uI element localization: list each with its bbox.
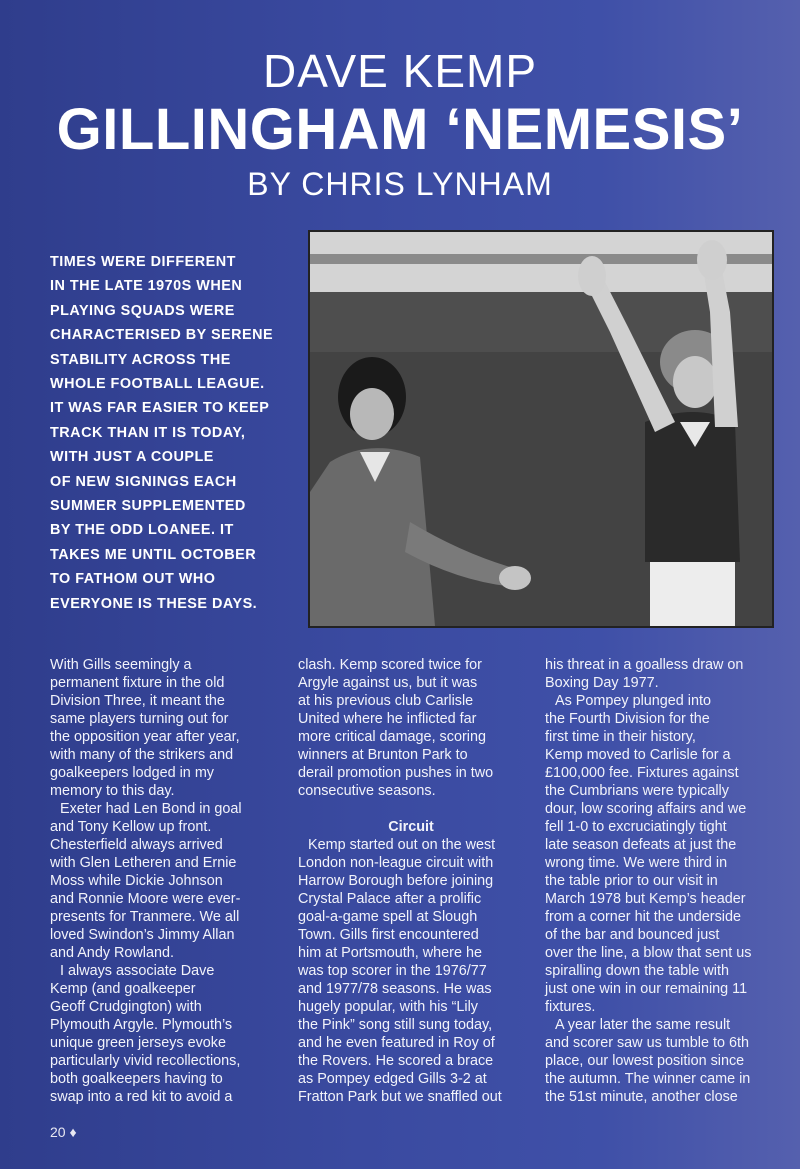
body-line: place, our lowest position since bbox=[545, 1053, 745, 1069]
body-line: with many of the strikers and bbox=[50, 747, 234, 763]
body-line: the table prior to our visit in bbox=[545, 873, 718, 889]
intro-line: IN THE LATE 1970S WHEN bbox=[50, 278, 243, 295]
intro-line: TO FATHOM OUT WHO bbox=[50, 571, 216, 588]
body-line: permanent fixture in the old bbox=[50, 675, 225, 691]
body-line: just one win in our remaining 11 bbox=[545, 981, 748, 997]
body-line: derail promotion pushes in two bbox=[298, 765, 494, 781]
body-line: unique green jerseys evoke bbox=[50, 1035, 226, 1051]
body-line: first time in their history, bbox=[545, 729, 696, 745]
article-column-2 bbox=[298, 656, 534, 1106]
intro-line: OF NEW SIGNINGS EACH bbox=[50, 473, 237, 490]
body-line: and scorer saw us tumble to 6th bbox=[545, 1035, 749, 1051]
body-line: and 1977/78 seasons. He was bbox=[298, 981, 492, 997]
body-line: him at Portsmouth, where he bbox=[298, 945, 482, 961]
body-line: more critical damage, scoring bbox=[298, 729, 486, 745]
body-line: the Cumbrians were typically bbox=[545, 783, 729, 799]
body-line: London non-league circuit with bbox=[298, 855, 494, 871]
body-line: the 51st minute, another close bbox=[545, 1089, 738, 1105]
intro-line: SUMMER SUPPLEMENTED bbox=[50, 498, 246, 515]
body-line: as Pompey edged Gills 3-2 at bbox=[298, 1071, 487, 1087]
body-line: winners at Brunton Park to bbox=[298, 747, 468, 763]
body-line: Boxing Day 1977. bbox=[545, 675, 659, 691]
body-line: Kemp started out on the west bbox=[308, 837, 496, 853]
body-line: of the bar and bounced just bbox=[545, 927, 720, 943]
body-line: Plymouth Argyle. Plymouth’s bbox=[50, 1017, 233, 1033]
body-line: Exeter had Len Bond in goal bbox=[60, 801, 242, 817]
body-line: and Ronnie Moore were ever- bbox=[50, 891, 241, 907]
body-line: and Andy Rowland. bbox=[50, 945, 175, 961]
body-line: fixtures. bbox=[545, 999, 596, 1015]
body-line: I always associate Dave bbox=[60, 963, 215, 979]
body-line: spiralling down the table with bbox=[545, 963, 729, 979]
body-line: United where he inflicted far bbox=[298, 711, 477, 727]
body-line: swap into a red kit to avoid a bbox=[50, 1089, 233, 1105]
body-line: Division Three, it meant the bbox=[50, 693, 225, 709]
intro-line: IT WAS FAR EASIER TO KEEP bbox=[50, 400, 270, 417]
body-line: over the line, a blow that sent us bbox=[545, 945, 752, 961]
body-line: With Gills seemingly a bbox=[50, 657, 192, 673]
body-line: Kemp (and goalkeeper bbox=[50, 981, 196, 997]
body-line: Geoff Crudgington) with bbox=[50, 999, 202, 1015]
body-line: dour, low scoring affairs and we bbox=[545, 801, 747, 817]
body-line: the Pink” song still sung today, bbox=[298, 1017, 493, 1033]
body-line: late season defeats at just the bbox=[545, 837, 737, 853]
body-line: the autumn. The winner came in bbox=[545, 1071, 751, 1087]
intro-line: WHOLE FOOTBALL LEAGUE. bbox=[50, 376, 265, 393]
intro-line: STABILITY ACROSS THE bbox=[50, 351, 231, 368]
body-line: goal-a-game spell at Slough bbox=[298, 909, 478, 925]
body-line: both goalkeepers having to bbox=[50, 1071, 223, 1087]
headline-name: DAVE KEMP bbox=[263, 45, 537, 97]
page-number: 20 ♦ bbox=[50, 1124, 77, 1140]
body-line: £100,000 fee. Fixtures against bbox=[545, 765, 739, 781]
intro-standfirst bbox=[50, 250, 290, 616]
body-line: consecutive seasons. bbox=[298, 783, 436, 799]
body-line: Town. Gills first encountered bbox=[298, 927, 479, 943]
body-line: loved Swindon’s Jimmy Allan bbox=[50, 927, 235, 943]
headline-main: GILLINGHAM ‘NEMESIS’ bbox=[56, 97, 744, 162]
body-line: fell 1-0 to excruciatingly tight bbox=[545, 819, 727, 835]
body-line: the Fourth Division for the bbox=[545, 711, 710, 727]
celebration-photo bbox=[308, 230, 774, 628]
body-line: and Tony Kellow up front. bbox=[50, 819, 212, 835]
subheading: Circuit bbox=[388, 819, 434, 835]
intro-line: WITH JUST A COUPLE bbox=[50, 449, 214, 466]
intro-line: BY THE ODD LOANEE. IT bbox=[50, 522, 234, 539]
intro-line: TAKES ME UNTIL OCTOBER bbox=[50, 546, 257, 563]
body-line: Fratton Park but we snaffled out bbox=[298, 1089, 502, 1105]
body-line: and he even featured in Roy of bbox=[298, 1035, 495, 1051]
article-column-3 bbox=[545, 656, 780, 1106]
body-line: was top scorer in the 1976/77 bbox=[298, 963, 487, 979]
body-line: As Pompey plunged into bbox=[555, 693, 711, 709]
photo-illustration bbox=[310, 232, 772, 626]
spacer bbox=[298, 800, 534, 818]
body-line: hugely popular, with his “Lily bbox=[298, 999, 478, 1015]
body-line: memory to this day. bbox=[50, 783, 175, 799]
intro-line: EVERYONE IS THESE DAYS. bbox=[50, 595, 258, 612]
intro-line: TIMES WERE DIFFERENT bbox=[50, 254, 236, 270]
body-line: goalkeepers lodged in my bbox=[50, 765, 214, 781]
byline: BY CHRIS LYNHAM bbox=[247, 166, 553, 202]
body-line: particularly vivid recollections, bbox=[50, 1053, 241, 1069]
body-line: Kemp moved to Carlisle for a bbox=[545, 747, 731, 763]
intro-line: PLAYING SQUADS WERE bbox=[50, 302, 235, 319]
body-line: Argyle against us, but it was bbox=[298, 675, 478, 691]
body-line: presents for Tranmere. We all bbox=[50, 909, 240, 925]
body-line: Harrow Borough before joining bbox=[298, 873, 494, 889]
body-line: Chesterfield always arrived bbox=[50, 837, 223, 853]
body-line: the Rovers. He scored a brace bbox=[298, 1053, 494, 1069]
body-line: his threat in a goalless draw on bbox=[545, 657, 744, 673]
article-column-1 bbox=[50, 656, 280, 1106]
body-line: the opposition year after year, bbox=[50, 729, 240, 745]
body-line: from a corner hit the underside bbox=[545, 909, 741, 925]
intro-line: TRACK THAN IT IS TODAY, bbox=[50, 424, 246, 441]
body-line: March 1978 but Kemp’s header bbox=[545, 891, 746, 907]
body-line: with Glen Letheren and Ernie bbox=[50, 855, 237, 871]
body-line: Moss while Dickie Johnson bbox=[50, 873, 223, 889]
body-line: clash. Kemp scored twice for bbox=[298, 657, 482, 673]
body-line: same players turning out for bbox=[50, 711, 229, 727]
body-line: wrong time. We were third in bbox=[545, 855, 728, 871]
intro-line: CHARACTERISED BY SERENE bbox=[50, 327, 274, 344]
body-line: at his previous club Carlisle bbox=[298, 693, 474, 709]
body-line: Crystal Palace after a prolific bbox=[298, 891, 482, 907]
body-line: A year later the same result bbox=[555, 1017, 731, 1033]
